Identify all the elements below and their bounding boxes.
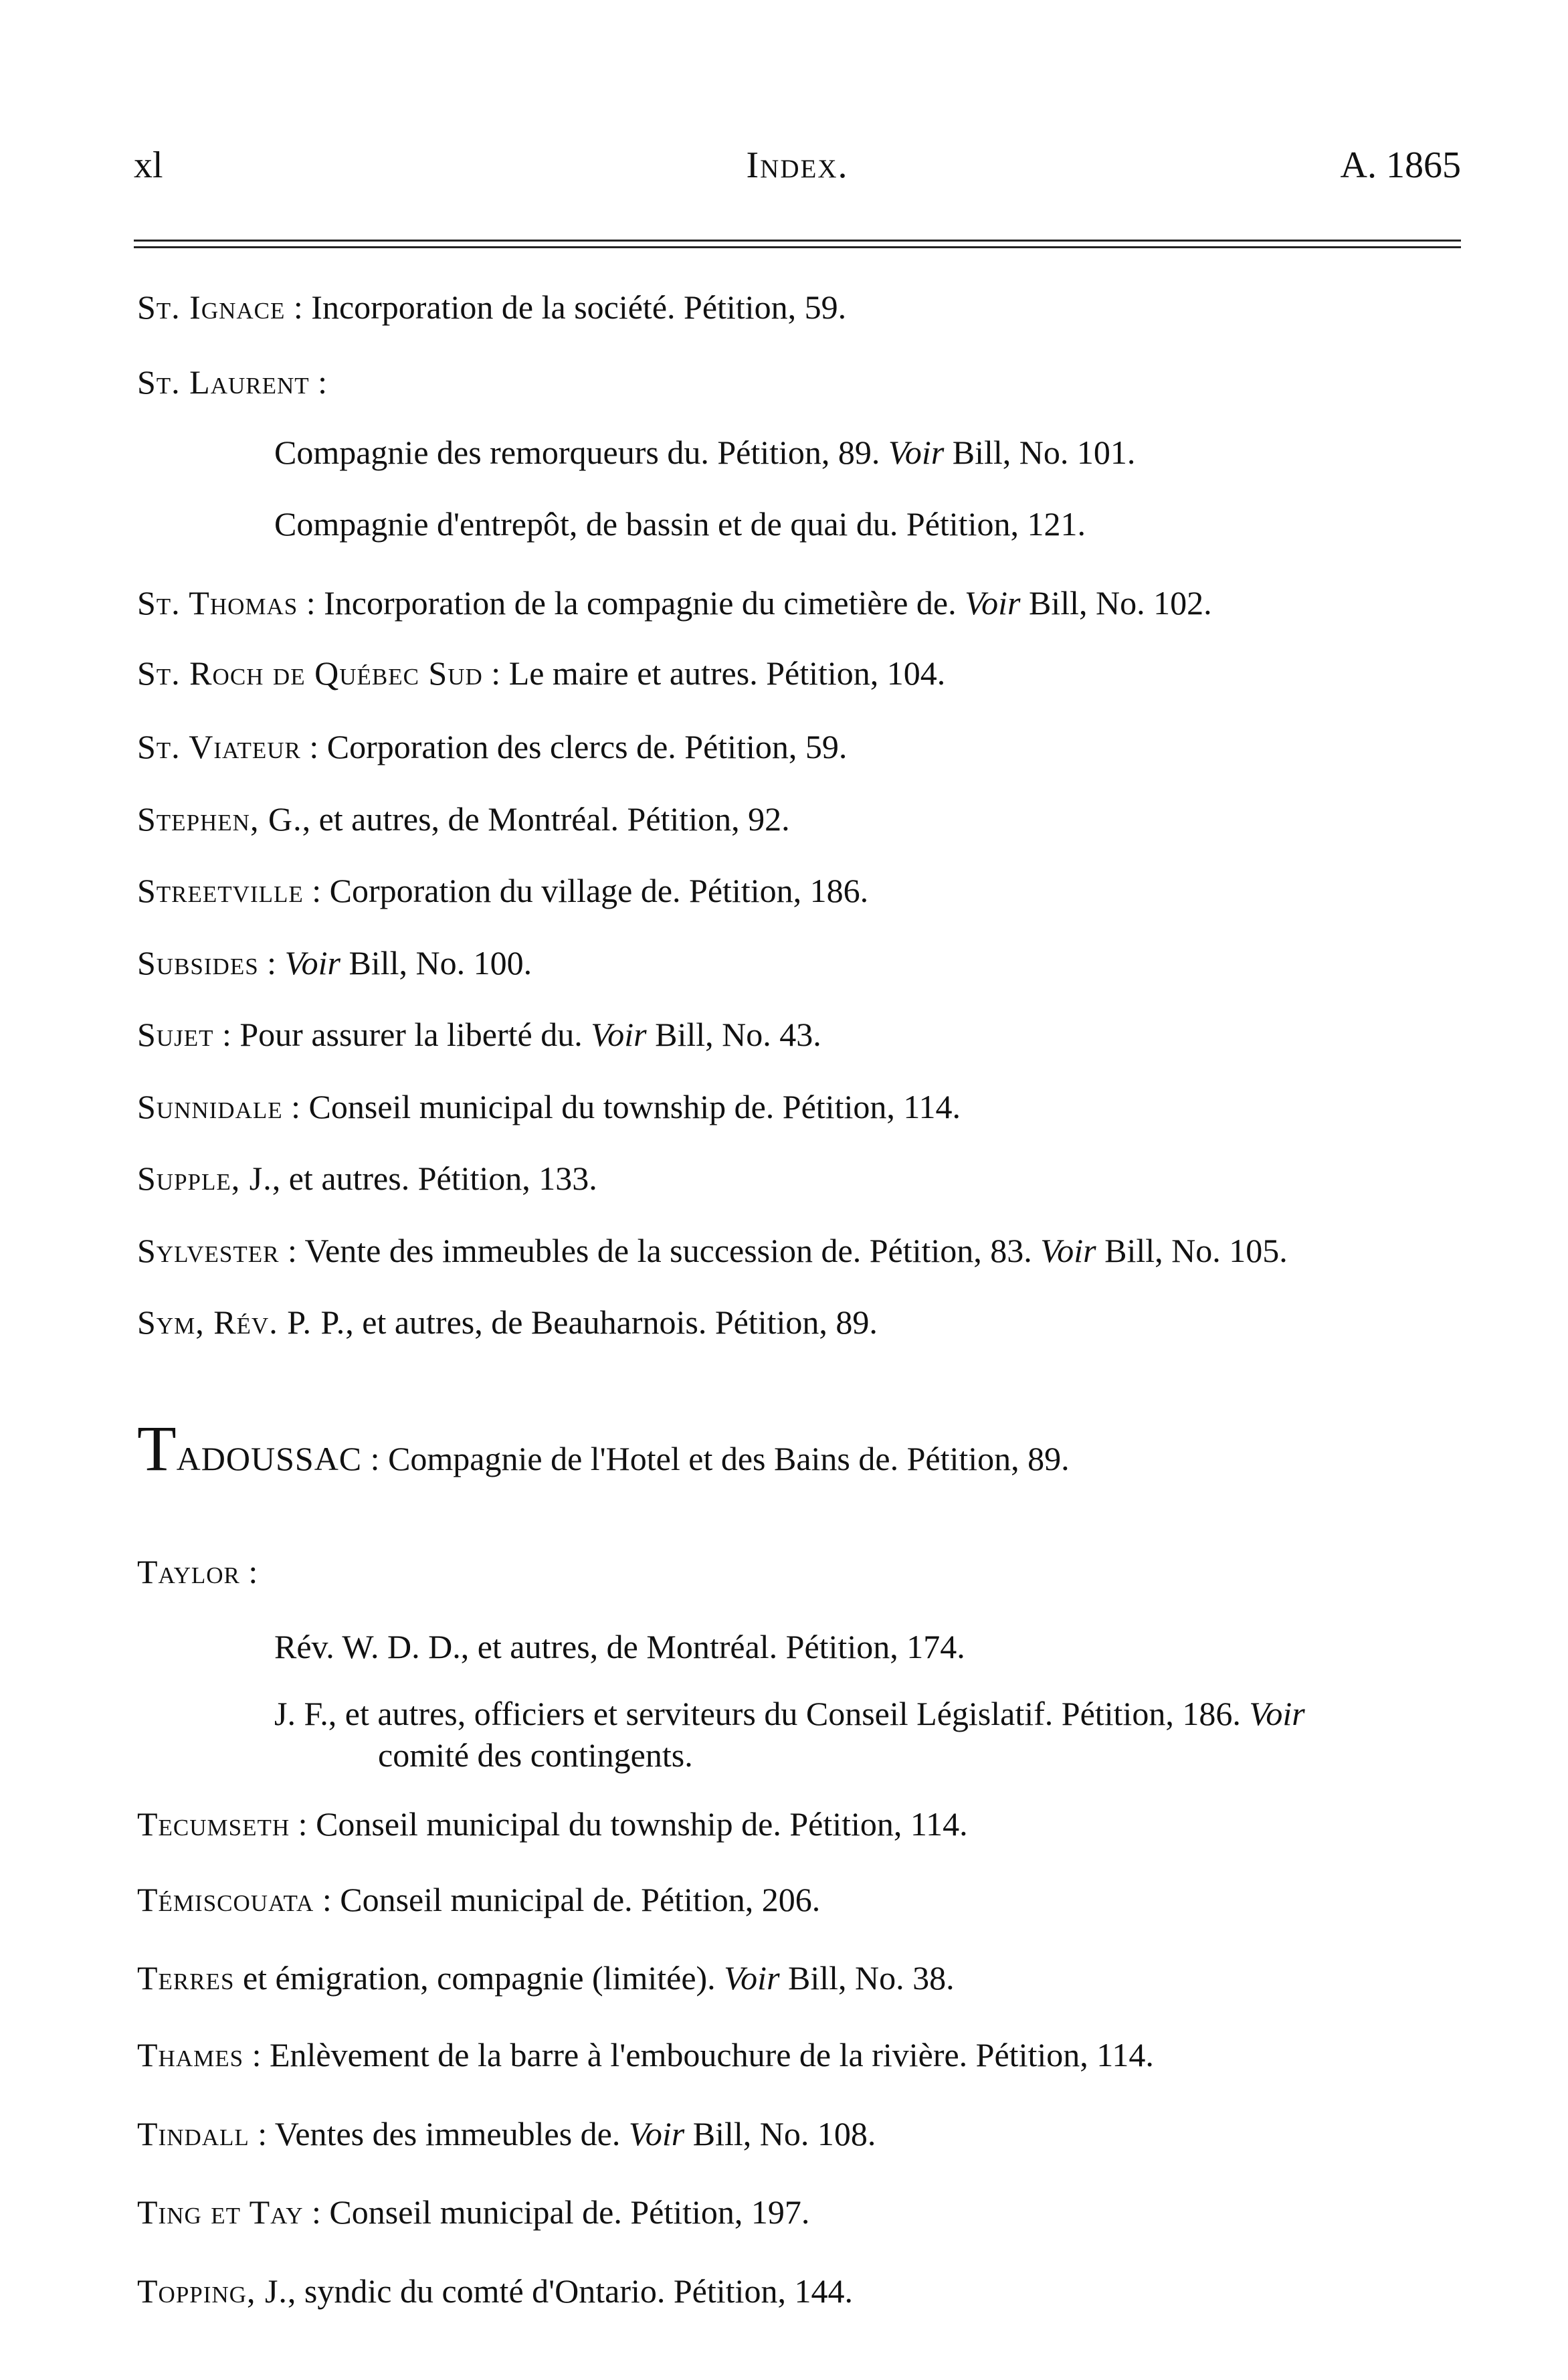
entry-heading: Sym, Rév. P. P. [137, 1303, 346, 1341]
entry-text: et émigration, compagnie (limitée). [242, 1959, 724, 1997]
entry-heading: St. Thomas [137, 584, 298, 622]
index-entry: Taylor : [137, 1553, 258, 1590]
entry-text: Incorporation de la compagnie du cimetière de. [324, 584, 965, 622]
index-entry: St. Thomas : Incorporation de la compagnie du cimetière de. Voir Bill, No. 102. [137, 584, 1212, 622]
voir-reference: Voir [284, 944, 340, 982]
entry-text: Rév. W. D. D., et autres, de Montréal. Pétition, 174. [274, 1628, 965, 1665]
entry-text: Enlèvement de la barre à l'embouchure de la rivière. Pétition, 114. [269, 2036, 1154, 2074]
entry-heading: Stephen, G. [137, 800, 302, 838]
entry-text: Vente des immeubles de la succession de. Pétition, 83. [304, 1232, 1041, 1269]
index-entry: Sym, Rév. P. P., et autres, de Beauharnois. Pétition, 89. [137, 1303, 878, 1341]
entry-heading: St. Laurent [137, 363, 310, 401]
entry-text: Conseil municipal de. Pétition, 206. [340, 1881, 821, 1918]
index-entry: Stephen, G., et autres, de Montréal. Pétition, 92. [137, 800, 790, 838]
entry-text: Le maire et autres. Pétition, 104. [508, 654, 946, 692]
index-entry: Sujet : Pour assurer la liberté du. Voir Bill, No. 43. [137, 1016, 821, 1053]
entry-text: Corporation des clercs de. Pétition, 59. [326, 728, 848, 765]
page-number: xl [134, 145, 163, 186]
section-start-entry: TADOUSSAC : Compagnie de l'Hotel et des Bains de. Pétition, 89. [137, 1412, 1070, 1484]
entry-heading: Témiscouata [137, 1881, 314, 1918]
index-subentry [274, 1626, 1461, 1667]
entry-heading: Streetville [137, 872, 304, 909]
entry-text: Compagnie des remorqueurs du. Pétition, 89. [274, 434, 888, 471]
entry-text: et autres, de Beauharnois. Pétition, 89. [362, 1303, 878, 1341]
entry-text: et autres, de Montréal. Pétition, 92. [318, 800, 790, 838]
voir-reference: Voir [1040, 1232, 1096, 1269]
entry-heading: Ting et Tay [137, 2193, 304, 2231]
drop-cap: T [137, 1412, 177, 1484]
entry-heading: St. Viateur [137, 728, 301, 765]
entry-text: Pour assurer la liberté du. [239, 1016, 591, 1053]
header-rule-top [134, 240, 1461, 242]
entry-heading: ADOUSSAC [176, 1440, 363, 1477]
index-entry: Streetville : Corporation du village de. Pétition, 186. [137, 872, 869, 909]
entry-heading: St. Roch de Québec Sud [137, 654, 483, 692]
header-year: A. 1865 [1340, 145, 1461, 186]
index-entry: Tindall : Ventes des immeubles de. Voir Bill, No. 108. [137, 2115, 876, 2153]
voir-reference: Voir [724, 1959, 780, 1997]
entry-text: Corporation du village de. Pétition, 186. [329, 872, 869, 909]
index-entry: Sylvester : Vente des immeubles de la succession de. Pétition, 83. Voir Bill, No. 105. [137, 1232, 1288, 1269]
entry-text: J. F., et autres, officiers et serviteurs du Conseil Législatif. Pétition, 186. [274, 1695, 1250, 1732]
entry-text: Compagnie de l'Hotel et des Bains de. Pétition, 89. [388, 1440, 1070, 1477]
index-entry: Sunnidale : Conseil municipal du township de. Pétition, 114. [137, 1088, 961, 1125]
entry-heading: Tecumseth [137, 1805, 290, 1843]
header-rule-bottom [134, 246, 1461, 248]
voir-reference: Voir [965, 584, 1021, 622]
entry-heading: Sujet [137, 1016, 214, 1053]
entry-heading: Topping, J. [137, 2272, 288, 2310]
index-entry: Subsides : Voir Bill, No. 100. [137, 944, 532, 982]
entry-text: Compagnie d'entrepôt, de bassin et de quai du. Pétition, 121. [274, 505, 1086, 543]
index-entry: Thames : Enlèvement de la barre à l'embouchure de la rivière. Pétition, 114. [137, 2036, 1154, 2074]
entry-heading: Subsides [137, 944, 259, 982]
index-entry: St. Ignace : Incorporation de la société. Pétition, 59. [137, 288, 847, 326]
entry-heading: Supple, J. [137, 1160, 272, 1197]
index-entry: Topping, J., syndic du comté d'Ontario. Pétition, 144. [137, 2272, 853, 2310]
index-entry: Supple, J., et autres. Pétition, 133. [137, 1160, 597, 1197]
index-entry: Tecumseth : Conseil municipal du township de. Pétition, 114. [137, 1805, 968, 1843]
entry-heading: Terres [137, 1959, 235, 1997]
entry-text: Incorporation de la société. Pétition, 59. [311, 288, 847, 326]
voir-reference: Voir [591, 1016, 647, 1053]
entry-heading: Tindall [137, 2115, 250, 2153]
index-entry: St. Viateur : Corporation des clercs de. Pétition, 59. [137, 728, 848, 765]
entry-text: Conseil municipal de. Pétition, 197. [329, 2193, 810, 2231]
entry-text: et autres. Pétition, 133. [288, 1160, 597, 1197]
index-entry: St. Roch de Québec Sud : Le maire et autres. Pétition, 104. [137, 654, 946, 692]
index-subentry [274, 1693, 1461, 1776]
index-entry: Ting et Tay : Conseil municipal de. Pétition, 197. [137, 2193, 810, 2231]
entry-text: Conseil municipal du township de. Pétition, 114. [308, 1088, 961, 1125]
index-entry: Témiscouata : Conseil municipal de. Pétition, 206. [137, 1881, 821, 1918]
index-entry: St. Laurent : [137, 363, 328, 401]
voir-reference: Voir [888, 434, 945, 471]
voir-reference: Voir [1249, 1695, 1305, 1732]
entry-text: Ventes des immeubles de. [274, 2115, 629, 2153]
running-title: Index. [746, 145, 849, 186]
entry-continuation: comité des contingents. [378, 1736, 693, 1774]
entry-text: Conseil municipal du township de. Pétition, 114. [316, 1805, 968, 1843]
entry-text: syndic du comté d'Ontario. Pétition, 144. [304, 2272, 853, 2310]
entry-heading: Taylor [137, 1553, 240, 1590]
entry-heading: St. Ignace [137, 288, 286, 326]
index-subentry: Compagnie des remorqueurs du. Pétition, 89. Voir Bill, No. 101. [274, 434, 1136, 471]
entry-heading: Sunnidale [137, 1088, 283, 1125]
entry-heading: Sylvester [137, 1232, 280, 1269]
page-header [134, 144, 1461, 197]
voir-reference: Voir [628, 2115, 685, 2153]
entry-heading: Thames [137, 2036, 244, 2074]
index-subentry [274, 503, 1461, 545]
index-entry: Terres et émigration, compagnie (limitée). Voir Bill, No. 38. [137, 1959, 955, 1997]
